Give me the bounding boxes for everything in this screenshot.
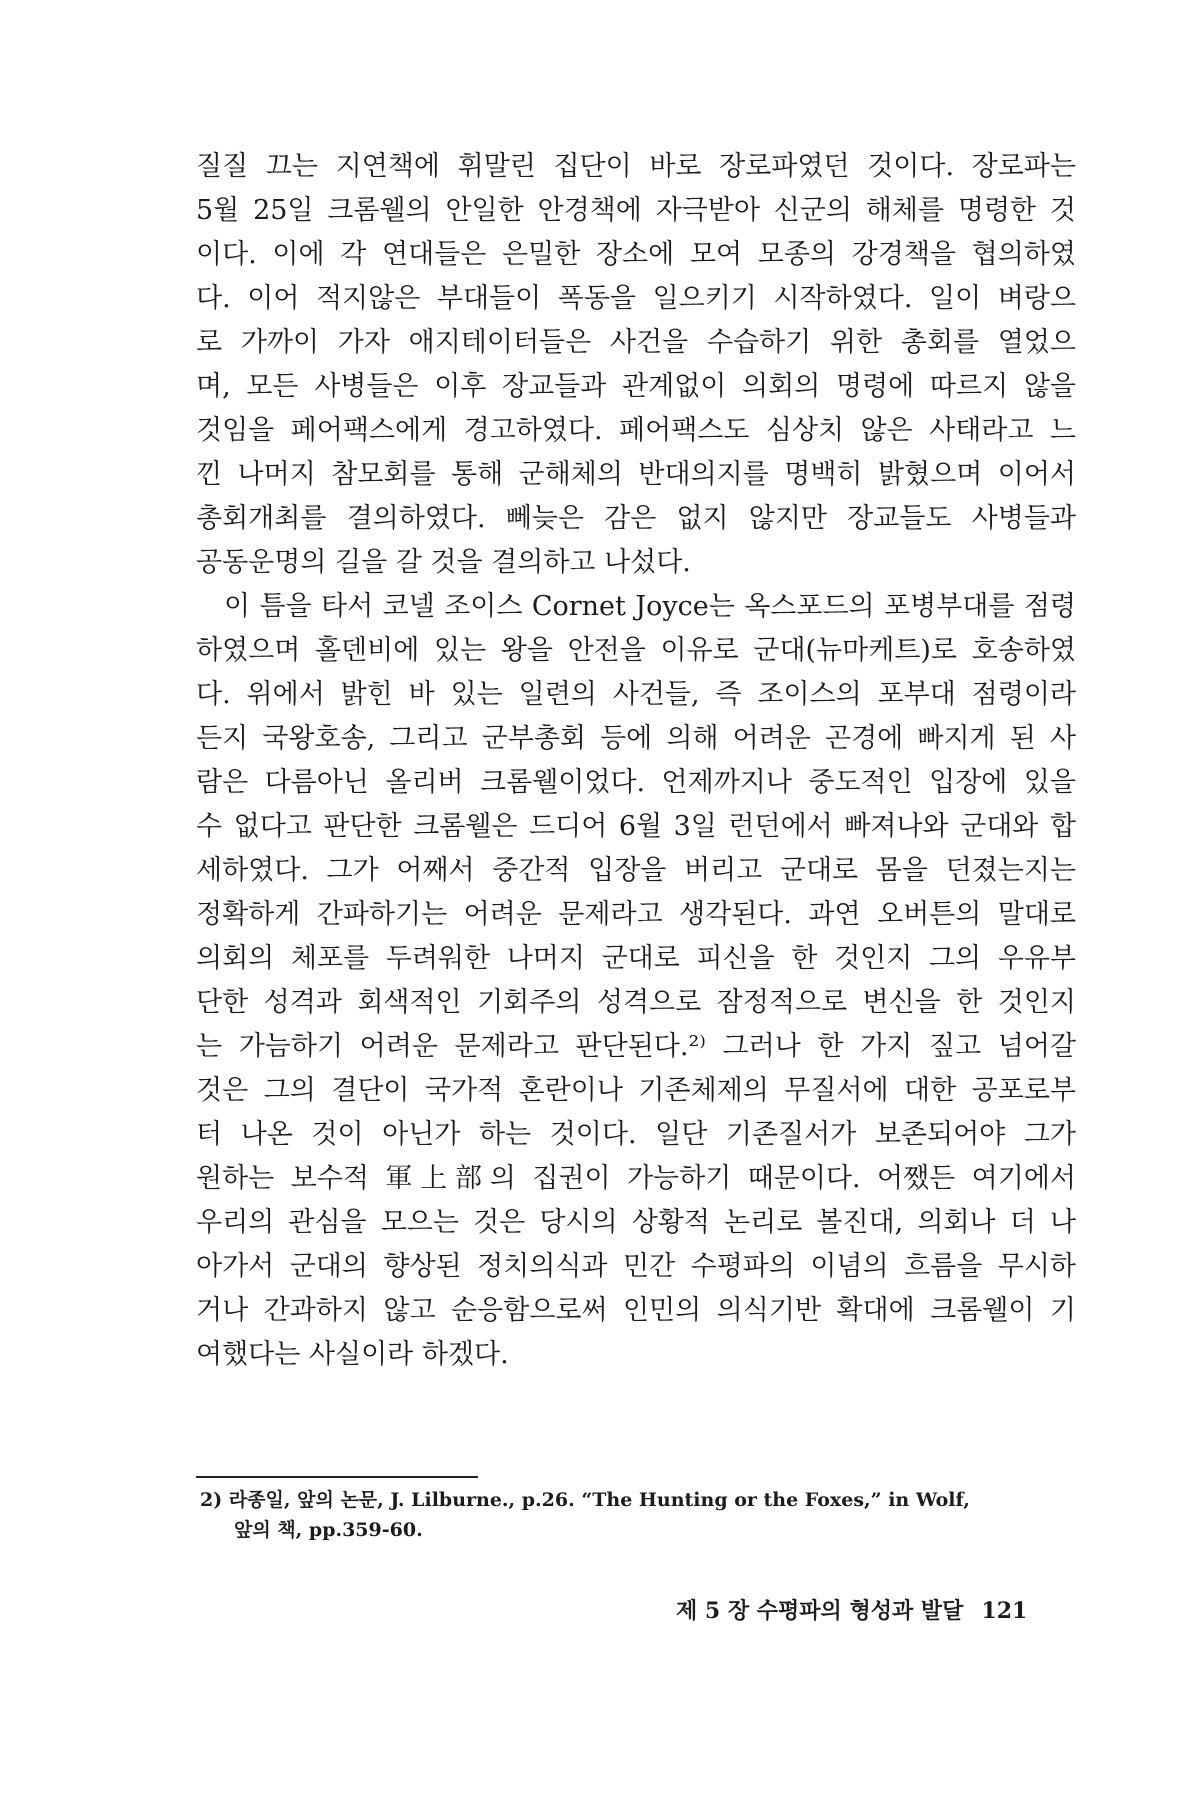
footnote-line: 앞의 책, pp.359-60.: [234, 1519, 423, 1541]
text-line: 하였으며 홀덴비에 있는 왕을 안전을 이유로 군대(뉴마케트)로 호송하였: [196, 635, 1076, 666]
chapter-title: 제 5 장 수평파의 형성과 발달: [676, 1598, 964, 1624]
text-line: 람은 다름아닌 올리버 크롬웰이었다. 언제까지나 중도적인 입장에 있을: [196, 767, 1076, 798]
text-line: 것은 그의 결단이 국가적 혼란이나 기존체제의 무질서에 대한 공포로부: [196, 1075, 1076, 1106]
text-line: 거나 간과하지 않고 순응함으로써 인민의 의식기반 확대에 크롬웰이 기: [196, 1295, 1076, 1326]
text-line: 로 가까이 가자 애지테이터들은 사건을 수습하기 위한 총회를 열었으: [196, 327, 1076, 358]
text-line: 수 없다고 판단한 크롬웰은 드디어 6월 3일 런던에서 빠져나와 군대와 합: [196, 811, 1076, 842]
text-line: 의회의 체포를 두려워한 나머지 군대로 피신을 한 것인지 그의 우유부: [196, 943, 1076, 974]
text-line: 원하는 보수적 軍上部의 집권이 가능하기 때문이다. 어쨌든 여기에서: [196, 1163, 1076, 1194]
text-line: 이 틈을 타서 코넬 조이스 Cornet Joyce는 옥스포드의 포병부대를 점령: [224, 591, 1076, 622]
footnote: [200, 1485, 1080, 1545]
footnote-line: 2) 라종일, 앞의 논문, J. Lilburne., p.26. “The Hunting or the Foxes,” in Wolf,: [200, 1489, 970, 1511]
text-line: 며, 모든 사병들은 이후 장교들과 관계없이 의회의 명령에 따르지 않을: [196, 371, 1076, 402]
text-line: 여했다는 사실이라 하겠다.: [196, 1339, 509, 1370]
text-line: 다. 위에서 밝힌 바 있는 일련의 사건들, 즉 조이스의 포부대 점령이라: [196, 679, 1076, 710]
footnote-divider: [196, 1476, 478, 1478]
text-line: 총회개최를 결의하였다. 뻬늦은 감은 없지 않지만 장교들도 사병들과: [196, 503, 1076, 534]
text-line: 정확하게 간파하기는 어려운 문제라고 생각된다. 과연 오버튼의 말대로: [196, 899, 1076, 930]
text-line: 5월 25일 크롬웰의 안일한 안경책에 자극받아 신군의 해체를 명령한 것: [196, 195, 1076, 226]
page-number: 121: [981, 1598, 1028, 1624]
text-line: 낀 나머지 참모회를 통해 군해체의 반대의지를 명백히 밝혔으며 이어서: [196, 459, 1076, 490]
text-line: 든지 국왕호송, 그리고 군부총회 등에 의해 어려운 곤경에 빠지게 된 사: [196, 723, 1076, 754]
text-line: 터 나온 것이 아닌가 하는 것이다. 일단 기존질서가 보존되어야 그가: [196, 1119, 1076, 1150]
text-line: 다. 이어 적지않은 부대들이 폭동을 일으키기 시작하였다. 일이 벼랑으: [196, 283, 1076, 314]
text-line: 세하였다. 그가 어째서 중간적 입장을 버리고 군대로 몸을 던졌는지는: [196, 855, 1076, 886]
text-line: 아가서 군대의 향상된 정치의식과 민간 수평파의 이념의 흐름을 무시하: [196, 1251, 1076, 1282]
text-line: 는 가늠하기 어려운 문제라고 판단된다.²⁾ 그러나 한 가지 짚고 넘어갈: [196, 1031, 1076, 1062]
text-line: 우리의 관심을 모으는 것은 당시의 상황적 논리로 볼진대, 의회나 더 나: [196, 1207, 1076, 1238]
text-line: 질질 끄는 지연책에 휘말린 집단이 바로 장로파였던 것이다. 장로파는: [196, 151, 1076, 182]
text-line: 것임을 페어팩스에게 경고하였다. 페어팩스도 심상치 않은 사태라고 느: [196, 415, 1076, 446]
text-line: 공동운명의 길을 갈 것을 결의하고 나섰다.: [196, 547, 691, 578]
running-footer: [676, 1594, 1076, 1625]
text-line: 단한 성격과 회색적인 기회주의 성격으로 잠정적으로 변신을 한 것인지: [196, 987, 1076, 1018]
text-line: 이다. 이에 각 연대들은 은밀한 장소에 모여 모종의 강경책을 협의하였: [196, 239, 1076, 270]
